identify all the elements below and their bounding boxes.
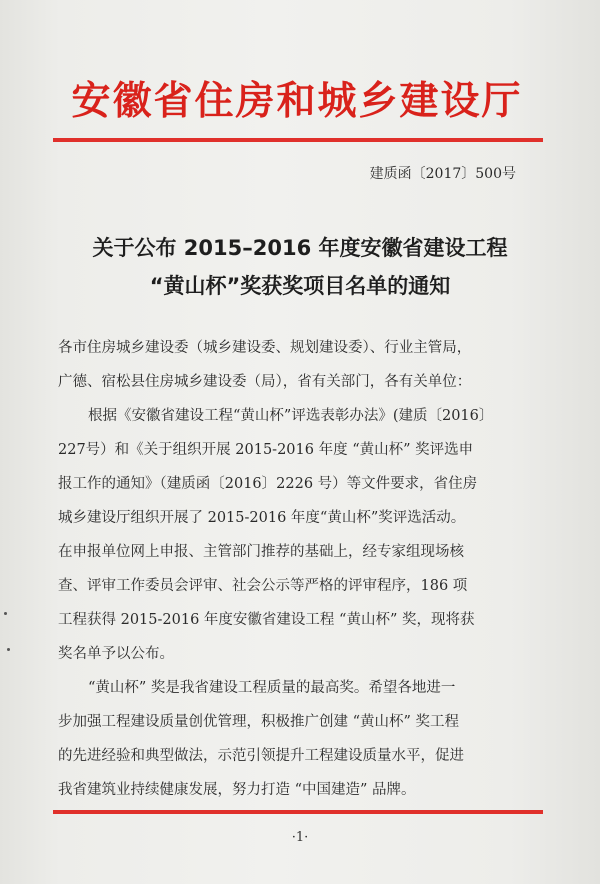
letterhead-red-rule: [53, 138, 543, 142]
notice-title-line-2: “黄山杯”奖获奖项目名单的通知: [149, 274, 451, 298]
page-number: ·1·: [291, 830, 309, 845]
paragraph-1-line-3: 报工作的通知》（建质函〔2016〕2226 号）等文件要求，省住房: [58, 476, 478, 492]
document-number: 建质函〔2017〕500号: [369, 166, 516, 182]
paragraph-2-line-2: 步加强工程建设质量创优管理，积极推广创建 “黄山杯” 奖工程: [58, 714, 460, 730]
addressee-line-2: 广德、宿松县住房城乡建设委（局），省有关部门，各有关单位：: [58, 374, 472, 390]
footer-red-rule: [53, 810, 543, 814]
paragraph-1-line-1: 根据《安徽省建设工程“黄山杯”评选表彰办法》(建质〔2016〕: [88, 408, 494, 424]
scan-speck: [4, 612, 7, 615]
paragraph-1-line-2: 227号）和《关于组织开展 2015-2016 年度 “黄山杯” 奖评选申: [58, 442, 474, 458]
paragraph-1-line-5: 在申报单位网上申报、主管部门推荐的基础上，经专家组现场核: [58, 544, 464, 560]
paragraph-2-line-3: 的先进经验和典型做法，示范引领提升工程建设质量水平，促进: [58, 748, 464, 764]
letterhead-title: 安徽省住房和城乡建设厅: [71, 79, 523, 124]
paragraph-2-line-4: 我省建筑业持续健康发展，努力打造 “中国建造” 品牌。: [58, 782, 416, 798]
paragraph-1-line-8: 奖名单予以公布。: [58, 646, 174, 662]
paragraph-1-line-7: 工程获得 2015-2016 年度安徽省建设工程 “黄山杯” 奖，现将获: [58, 612, 475, 628]
addressee-line-1: 各市住房城乡建设委（城乡建设委、规划建设委）、行业主管局，: [58, 340, 472, 356]
paragraph-1-line-4: 城乡建设厅组织开展了 2015-2016 年度“黄山杯”奖评选活动。: [58, 510, 466, 526]
scan-speck: [7, 648, 10, 651]
notice-title-line-1: 关于公布 2015–2016 年度安徽省建设工程: [92, 236, 508, 260]
paragraph-2-line-1: “黄山杯” 奖是我省建设工程质量的最高奖。希望各地进一: [88, 680, 456, 696]
paragraph-1-line-6: 查、评审工作委员会评审、社会公示等严格的评审程序，186 项: [58, 578, 468, 594]
